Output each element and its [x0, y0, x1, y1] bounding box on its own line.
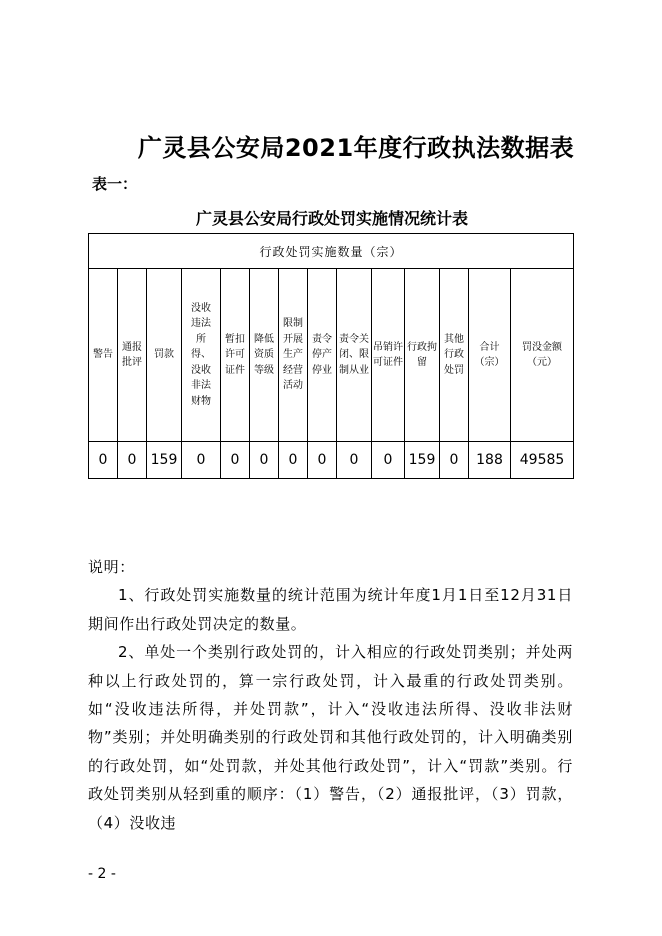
notes-paragraph-2: 2、单处一个类别行政处罚的，计入相应的行政处罚类别；并处两种以上行政处罚的，算一宗行政处罚，计入最重的行政处罚类别。如“没收违法所得，并处罚款”，计入“没收违法所得、没收非法财物”类别；并处明确类别的行政处罚和其他行政处罚的，计入明确类别的行政处罚，如“处罚款，并处其他行政处罚”，计入“罚款”类别。行政处罚类别从轻到重的顺序：（1）警告，（2）通报批评，（3）罚款，（4）没收违: [88, 643, 573, 832]
notes-heading: 说明：: [88, 558, 135, 576]
table-cell: 159: [405, 442, 440, 479]
table-title: 广灵县公安局行政处罚实施情况统计表: [195, 209, 468, 228]
page-number: - 2 -: [88, 866, 116, 882]
table-cell: 0: [250, 442, 279, 479]
table-cell: 0: [182, 442, 221, 479]
table-cell: 188: [469, 442, 511, 479]
column-header: 其他行政处罚: [440, 269, 469, 442]
table-cell: 0: [118, 442, 147, 479]
column-header: 降低资质等级: [250, 269, 279, 442]
column-header: 警告: [89, 269, 118, 442]
penalty-stats-table: [88, 233, 574, 479]
table-cell: 0: [440, 442, 469, 479]
notes-paragraph-1: 1、行政处罚实施数量的统计范围为统计年度1月1日至12月31日期间作出行政处罚决定的数量。: [88, 586, 573, 633]
column-header: 没收违法所得、没收非法财物: [182, 269, 221, 442]
table-cell: 0: [89, 442, 118, 479]
column-header: 责令关闭、限制从业: [337, 269, 372, 442]
table-cell: 0: [337, 442, 372, 479]
table-label: 表一：: [92, 175, 138, 193]
table-cell: 0: [221, 442, 250, 479]
column-header: 限制开展生产经营活动: [279, 269, 308, 442]
table-cell: 0: [279, 442, 308, 479]
table-cell: 159: [147, 442, 182, 479]
column-header: 罚款: [147, 269, 182, 442]
group-header: 行政处罚实施数量（宗）: [89, 234, 574, 269]
column-header: 吊销许可证件: [372, 269, 405, 442]
table-cell: 0: [308, 442, 337, 479]
column-header: 罚没金额（元）: [511, 269, 574, 442]
table-cell: 0: [372, 442, 405, 479]
column-header: 行政拘留: [405, 269, 440, 442]
notes-section: [88, 553, 573, 837]
table-cell: 49585: [511, 442, 574, 479]
document-title: 广灵县公安局2021年度行政执法数据表: [137, 134, 575, 162]
column-header: 责令停产停业: [308, 269, 337, 442]
column-header: 通报批评: [118, 269, 147, 442]
column-header: 合计（宗）: [469, 269, 511, 442]
column-header: 暂扣许可证件: [221, 269, 250, 442]
